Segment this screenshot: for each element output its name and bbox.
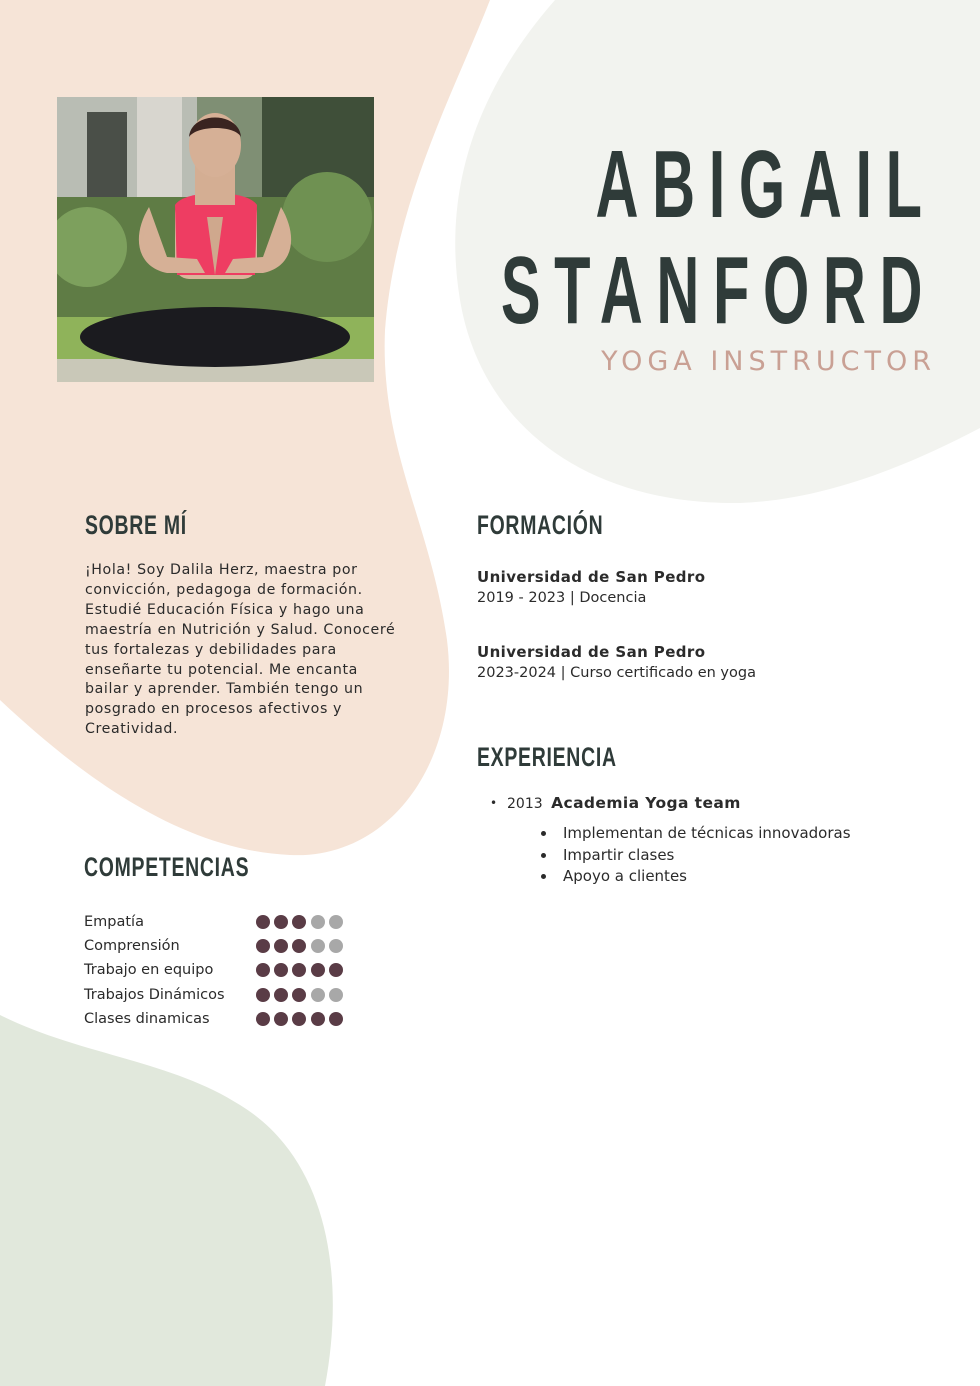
rating-dot-filled: [311, 963, 325, 977]
experience-task-list: [477, 823, 917, 888]
bullet-icon: [541, 853, 546, 858]
education-detail: 2023-2024 | Curso certificado en yoga: [477, 665, 756, 681]
skill-row: [84, 934, 343, 958]
rating-dot-empty: [311, 915, 325, 929]
education-title: FORMACIÓN: [477, 510, 604, 540]
experience-task: [563, 823, 917, 845]
job-title: YOGA INSTRUCTOR: [601, 346, 936, 377]
skill-row: [84, 910, 343, 934]
education-detail: 2019 - 2023 | Docencia: [477, 590, 647, 606]
rating-dot-filled: [292, 1012, 306, 1026]
bullet-icon: [541, 874, 546, 879]
profile-photo: [57, 97, 374, 382]
experience-header: [477, 792, 917, 815]
skill-name: Comprensión: [84, 938, 180, 955]
experience-task: [563, 866, 917, 888]
rating-dot-filled: [329, 1012, 343, 1026]
experience-task: [563, 845, 917, 867]
skill-name: Empatía: [84, 914, 144, 931]
rating-dot-filled: [256, 915, 270, 929]
rating-dot-filled: [292, 988, 306, 1002]
task-text: Impartir clases: [563, 845, 675, 864]
rating-dot-empty: [329, 939, 343, 953]
rating-dot-empty: [311, 939, 325, 953]
skills-title: COMPETENCIAS: [84, 852, 250, 882]
rating-dot-empty: [329, 988, 343, 1002]
rating-dot-filled: [292, 963, 306, 977]
rating-dot-filled: [274, 915, 288, 929]
experience-entry: [477, 792, 917, 888]
skill-name: Trabajos Dinámicos: [84, 986, 225, 1003]
first-name: ABIGAIL: [595, 131, 936, 238]
skill-row: [84, 983, 343, 1007]
rating-dot-filled: [274, 988, 288, 1002]
skill-rating: [256, 1012, 343, 1026]
rating-dot-filled: [274, 939, 288, 953]
rating-dot-empty: [329, 915, 343, 929]
skill-name: Trabajo en equipo: [84, 962, 214, 979]
experience-year: 2013: [507, 796, 543, 812]
skill-rating: [256, 915, 343, 929]
education-school: Universidad de San Pedro: [477, 568, 706, 586]
skill-rating: [256, 939, 343, 953]
rating-dot-empty: [311, 988, 325, 1002]
rating-dot-filled: [256, 988, 270, 1002]
education-item: [477, 643, 917, 681]
education-item: [477, 568, 917, 606]
bullet-icon: •: [490, 796, 498, 810]
experience-title: EXPERIENCIA: [477, 742, 617, 772]
rating-dot-filled: [256, 1012, 270, 1026]
experience-company: Academia Yoga team: [551, 794, 741, 812]
skills-list: [84, 910, 343, 1031]
rating-dot-filled: [292, 939, 306, 953]
skill-rating: [256, 963, 343, 977]
rating-dot-filled: [292, 915, 306, 929]
about-text: ¡Hola! Soy Dalila Herz, maestra por convicción, pedagoga de formación. Estudié Educación Física y hago una maestría en Nutrición y Salud. Conoceré tus fortalezas y debilidades para enseñarte tu potencial. Me encanta bailar y aprender. También tengo un posgrado en procesos afectivos y Creatividad.: [85, 562, 396, 738]
skill-row: [84, 1007, 343, 1031]
task-text: Apoyo a clientes: [563, 867, 687, 885]
about-title: SOBRE MÍ: [85, 510, 187, 540]
rating-dot-filled: [256, 963, 270, 977]
rating-dot-filled: [256, 939, 270, 953]
rating-dot-filled: [329, 963, 343, 977]
skill-name: Clases dinamicas: [84, 1010, 210, 1027]
sage-blob: [0, 1015, 333, 1386]
skill-rating: [256, 988, 343, 1002]
skill-row: [84, 958, 343, 982]
rating-dot-filled: [274, 963, 288, 977]
bullet-icon: [541, 831, 546, 836]
education-school: Universidad de San Pedro: [477, 643, 706, 661]
task-text: Implementan de técnicas innovadoras: [563, 824, 851, 842]
rating-dot-filled: [274, 1012, 288, 1026]
rating-dot-filled: [311, 1012, 325, 1026]
last-name: STANFORD: [500, 237, 936, 344]
